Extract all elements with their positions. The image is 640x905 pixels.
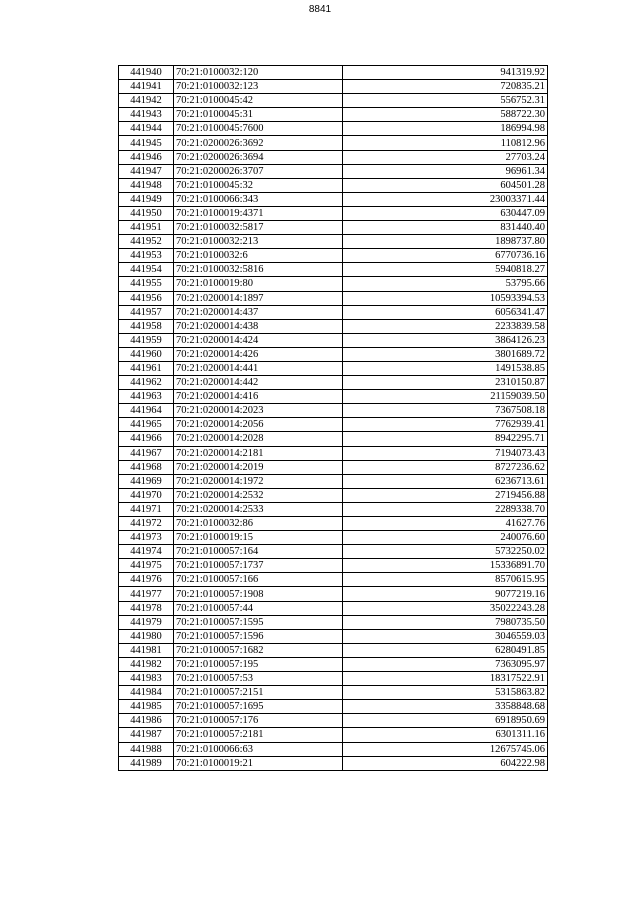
table-row [119,587,548,601]
cadastral-number-cell: 70:21:0200026:3692 [174,136,343,150]
value-cell: 630447.09 [343,206,548,220]
table-row [119,164,548,178]
cadastral-number-cell: 70:21:0100032:213 [174,235,343,249]
row-id-cell: 441951 [119,221,174,235]
row-id-cell: 441977 [119,587,174,601]
cadastral-number-cell: 70:21:0200014:426 [174,347,343,361]
row-id-cell: 441971 [119,502,174,516]
row-id-cell: 441984 [119,686,174,700]
row-id-cell: 441956 [119,291,174,305]
row-id-cell: 441987 [119,728,174,742]
row-id-cell: 441981 [119,643,174,657]
value-cell: 27703.24 [343,150,548,164]
table-row [119,333,548,347]
cadastral-number-cell: 70:21:0100032:5816 [174,263,343,277]
table-row [119,629,548,643]
value-cell: 7762939.41 [343,418,548,432]
cadastral-number-cell: 70:21:0200026:3707 [174,164,343,178]
cadastral-number-cell: 70:21:0200014:2023 [174,404,343,418]
cadastral-number-cell: 70:21:0100057:1695 [174,700,343,714]
value-cell: 5315863.82 [343,686,548,700]
value-cell: 41627.76 [343,517,548,531]
value-cell: 1898737.80 [343,235,548,249]
row-id-cell: 441962 [119,376,174,390]
cadastral-number-cell: 70:21:0100032:123 [174,80,343,94]
cadastral-number-cell: 70:21:0200014:2019 [174,460,343,474]
row-id-cell: 441957 [119,305,174,319]
value-cell: 3801689.72 [343,347,548,361]
cadastral-number-cell: 70:21:0200014:438 [174,319,343,333]
cadastral-number-cell: 70:21:0100057:44 [174,601,343,615]
value-cell: 3864126.23 [343,333,548,347]
cadastral-number-cell: 70:21:0100057:2181 [174,728,343,742]
value-cell: 1491538.85 [343,361,548,375]
cadastral-number-cell: 70:21:0100057:1908 [174,587,343,601]
cadastral-number-cell: 70:21:0200014:2056 [174,418,343,432]
cadastral-number-cell: 70:21:0200014:437 [174,305,343,319]
cadastral-number-cell: 70:21:0200014:2533 [174,502,343,516]
row-id-cell: 441976 [119,573,174,587]
value-cell: 8942295.71 [343,432,548,446]
value-cell: 21159039.50 [343,390,548,404]
row-id-cell: 441953 [119,249,174,263]
table-row [119,474,548,488]
cadastral-number-cell: 70:21:0100045:32 [174,178,343,192]
table-row [119,249,548,263]
table-row [119,742,548,756]
row-id-cell: 441942 [119,94,174,108]
value-cell: 556752.31 [343,94,548,108]
row-id-cell: 441988 [119,742,174,756]
table-row [119,94,548,108]
row-id-cell: 441969 [119,474,174,488]
cadastral-number-cell: 70:21:0100045:31 [174,108,343,122]
cadastral-number-cell: 70:21:0100057:166 [174,573,343,587]
cadastral-number-cell: 70:21:0200014:2181 [174,446,343,460]
value-cell: 831440.40 [343,221,548,235]
value-cell: 5732250.02 [343,545,548,559]
value-cell: 8727236.62 [343,460,548,474]
table-row [119,291,548,305]
cadastral-number-cell: 70:21:0200014:424 [174,333,343,347]
table-row [119,601,548,615]
row-id-cell: 441989 [119,756,174,770]
table-row [119,714,548,728]
cadastral-number-cell: 70:21:0100045:42 [174,94,343,108]
cadastral-number-cell: 70:21:0100032:120 [174,66,343,80]
cadastral-number-cell: 70:21:0100019:80 [174,277,343,291]
value-cell: 7367508.18 [343,404,548,418]
value-cell: 18317522.91 [343,672,548,686]
row-id-cell: 441949 [119,192,174,206]
table-row [119,206,548,220]
table-row [119,615,548,629]
row-id-cell: 441974 [119,545,174,559]
table-row [119,221,548,235]
cadastre-table [118,65,548,771]
table-row [119,347,548,361]
cadastral-number-cell: 70:21:0100057:1737 [174,559,343,573]
value-cell: 23003371.44 [343,192,548,206]
table-row [119,108,548,122]
value-cell: 7980735.50 [343,615,548,629]
cadastral-number-cell: 70:21:0100057:176 [174,714,343,728]
row-id-cell: 441944 [119,122,174,136]
table-row [119,672,548,686]
table-row [119,66,548,80]
value-cell: 2310150.87 [343,376,548,390]
row-id-cell: 441983 [119,672,174,686]
value-cell: 53795.66 [343,277,548,291]
cadastral-number-cell: 70:21:0100045:7600 [174,122,343,136]
cadastral-number-cell: 70:21:0200014:442 [174,376,343,390]
table-row [119,178,548,192]
value-cell: 604222.98 [343,756,548,770]
row-id-cell: 441965 [119,418,174,432]
table-row [119,418,548,432]
cadastral-number-cell: 70:21:0100057:2151 [174,686,343,700]
cadastral-number-cell: 70:21:0100019:21 [174,756,343,770]
table-row [119,150,548,164]
row-id-cell: 441970 [119,488,174,502]
cadastral-number-cell: 70:21:0200014:441 [174,361,343,375]
value-cell: 186994.98 [343,122,548,136]
cadastral-number-cell: 70:21:0200026:3694 [174,150,343,164]
table-row [119,657,548,671]
row-id-cell: 441978 [119,601,174,615]
row-id-cell: 441960 [119,347,174,361]
table-row [119,686,548,700]
page-number: 8841 [308,4,332,15]
cadastral-number-cell: 70:21:0100066:343 [174,192,343,206]
row-id-cell: 441968 [119,460,174,474]
table-row [119,573,548,587]
cadastral-number-cell: 70:21:0100057:1682 [174,643,343,657]
row-id-cell: 441945 [119,136,174,150]
cadastral-number-cell: 70:21:0100019:15 [174,531,343,545]
cadastral-number-cell: 70:21:0100057:195 [174,657,343,671]
value-cell: 941319.92 [343,66,548,80]
row-id-cell: 441961 [119,361,174,375]
row-id-cell: 441963 [119,390,174,404]
table-row [119,559,548,573]
row-id-cell: 441941 [119,80,174,94]
table-row [119,756,548,770]
table-row [119,361,548,375]
row-id-cell: 441985 [119,700,174,714]
value-cell: 6056341.47 [343,305,548,319]
value-cell: 6770736.16 [343,249,548,263]
value-cell: 12675745.06 [343,742,548,756]
row-id-cell: 441966 [119,432,174,446]
cadastral-number-cell: 70:21:0100057:1596 [174,629,343,643]
value-cell: 720835.21 [343,80,548,94]
row-id-cell: 441982 [119,657,174,671]
cadastral-number-cell: 70:21:0200014:1897 [174,291,343,305]
table-row [119,488,548,502]
row-id-cell: 441979 [119,615,174,629]
value-cell: 6236713.61 [343,474,548,488]
value-cell: 3358848.68 [343,700,548,714]
cadastral-number-cell: 70:21:0100032:5817 [174,221,343,235]
cadastral-number-cell: 70:21:0100057:53 [174,672,343,686]
cadastral-number-cell: 70:21:0100032:6 [174,249,343,263]
row-id-cell: 441952 [119,235,174,249]
row-id-cell: 441948 [119,178,174,192]
row-id-cell: 441946 [119,150,174,164]
row-id-cell: 441967 [119,446,174,460]
value-cell: 588722.30 [343,108,548,122]
row-id-cell: 441980 [119,629,174,643]
cadastral-number-cell: 70:21:0200014:2532 [174,488,343,502]
value-cell: 6918950.69 [343,714,548,728]
row-id-cell: 441975 [119,559,174,573]
table-row [119,531,548,545]
table-row [119,235,548,249]
table-row [119,446,548,460]
cadastral-number-cell: 70:21:0200014:2028 [174,432,343,446]
row-id-cell: 441972 [119,517,174,531]
table-row [119,432,548,446]
table-row [119,390,548,404]
row-id-cell: 441964 [119,404,174,418]
cadastral-number-cell: 70:21:0100066:63 [174,742,343,756]
value-cell: 604501.28 [343,178,548,192]
table-row [119,319,548,333]
table-row [119,728,548,742]
cadastral-number-cell: 70:21:0100032:86 [174,517,343,531]
value-cell: 2719456.88 [343,488,548,502]
table-row [119,305,548,319]
table-row [119,80,548,94]
value-cell: 2233839.58 [343,319,548,333]
table-body [119,66,548,771]
table-row [119,404,548,418]
row-id-cell: 441950 [119,206,174,220]
cadastral-number-cell: 70:21:0100057:1595 [174,615,343,629]
row-id-cell: 441954 [119,263,174,277]
table-row [119,643,548,657]
cadastral-number-cell: 70:21:0100019:4371 [174,206,343,220]
value-cell: 9077219.16 [343,587,548,601]
table-row [119,136,548,150]
value-cell: 240076.60 [343,531,548,545]
row-id-cell: 441943 [119,108,174,122]
value-cell: 96961.34 [343,164,548,178]
table-row [119,460,548,474]
value-cell: 7363095.97 [343,657,548,671]
table-row [119,545,548,559]
table-row [119,277,548,291]
table-row [119,263,548,277]
row-id-cell: 441947 [119,164,174,178]
value-cell: 15336891.70 [343,559,548,573]
row-id-cell: 441940 [119,66,174,80]
value-cell: 110812.96 [343,136,548,150]
value-cell: 3046559.03 [343,629,548,643]
table-row [119,376,548,390]
cadastral-number-cell: 70:21:0100057:164 [174,545,343,559]
value-cell: 2289338.70 [343,502,548,516]
row-id-cell: 441955 [119,277,174,291]
cadastral-number-cell: 70:21:0200014:1972 [174,474,343,488]
row-id-cell: 441986 [119,714,174,728]
row-id-cell: 441959 [119,333,174,347]
row-id-cell: 441958 [119,319,174,333]
value-cell: 10593394.53 [343,291,548,305]
value-cell: 6280491.85 [343,643,548,657]
table-row [119,122,548,136]
table-row [119,502,548,516]
table-row [119,192,548,206]
row-id-cell: 441973 [119,531,174,545]
value-cell: 8570615.95 [343,573,548,587]
table-row [119,700,548,714]
value-cell: 6301311.16 [343,728,548,742]
value-cell: 7194073.43 [343,446,548,460]
cadastral-number-cell: 70:21:0200014:416 [174,390,343,404]
value-cell: 5940818.27 [343,263,548,277]
value-cell: 35022243.28 [343,601,548,615]
table-row [119,517,548,531]
